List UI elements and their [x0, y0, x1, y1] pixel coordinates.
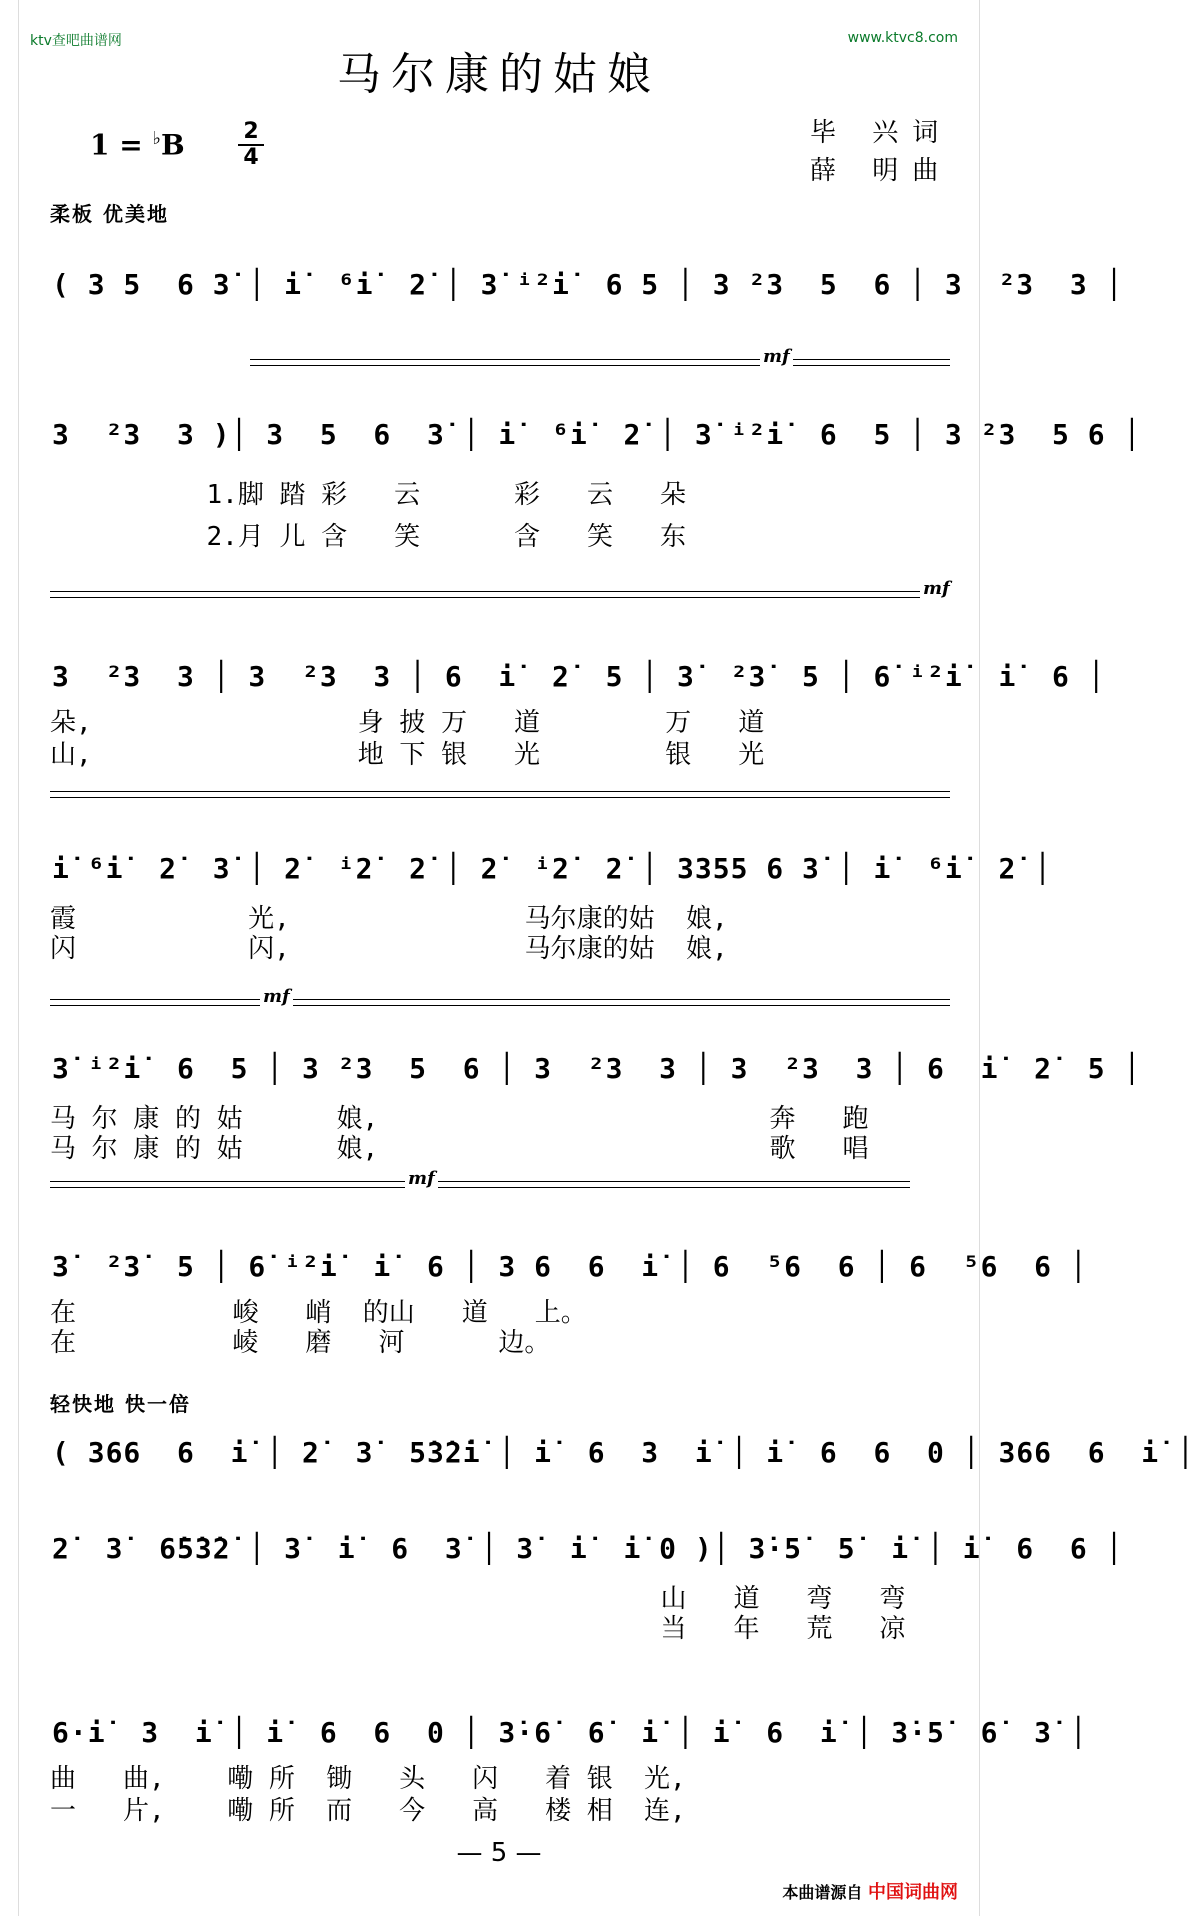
lyric-row-8-verse-2: 当 年 荒 凉 — [50, 1614, 906, 1644]
notation-row-9: 6·i̇ 3 i̇ │ i̇ 6 6 0 │ 3̇·6̇ 6̇ i̇ │ i̇ 6 i̇ │ 3̇·5̇ 6̇ 3̇ │ — [52, 1716, 1088, 1749]
decrescendo-hairpin — [50, 578, 950, 602]
key-signature — [90, 128, 185, 161]
watermark-right[interactable]: www.ktvc8.com — [847, 30, 958, 46]
notation-row-3: 3 ²3 3 │ 3 ²3 3 │ 6 i̇ 2̇ 5 │ 3̇ ²3̇ 5 │ 6̇ ⁱ²i̇ i̇ 6 │ — [52, 660, 1106, 693]
lyric-row-8-verse-1: 山 道 弯 弯 — [50, 1584, 906, 1614]
notation-row-2: 3 ²3 3 )│ 3 5 6 3̇ │ i̇ ⁶i̇ 2̇ │ 3̇ ⁱ²i̇ 6 5 │ 3 ²3 5 6 │ — [52, 418, 1142, 451]
time-bottom: 4 — [238, 144, 264, 170]
lyric-row-5-verse-1: 马 尔 康 的 姑 娘, 奔 跑 — [50, 1104, 869, 1134]
crescendo-hairpin — [250, 346, 950, 370]
time-signature — [238, 120, 264, 170]
hairpin-row-6 — [50, 1168, 910, 1192]
song-title: 马尔康的姑娘 — [337, 49, 661, 100]
notation-row-4: i̇ ⁶i̇ 2̇ 3̇ │ 2̇ ⁱ2̇ 2̇ │ 2̇ ⁱ2̇ 2̇ │ 3355 6 3̇ │ i̇ ⁶i̇ 2̇ │ — [52, 852, 1053, 885]
hairpin-row-4 — [50, 782, 950, 802]
dynamic-mf: mf — [920, 578, 953, 599]
hairpin-row-5 — [50, 986, 950, 1010]
notation-row-7: ( 366 6 i̇ │ 2̇ 3̇ 5̇3̇2̇i̇ │ i̇ 6 3 i̇ │ i̇ 6 6 0 │ 366 6 i̇ │ — [52, 1436, 1195, 1469]
lyric-row-3-verse-1: 朵, 身 披 万 道 万 道 — [50, 708, 765, 738]
dynamic-mf: mf — [405, 1168, 438, 1189]
tempo-marking-1: 柔板 优美地 — [50, 202, 169, 226]
time-top: 2 — [243, 119, 259, 144]
composer-credit: 薛 明曲 — [810, 156, 953, 186]
key-note: B — [160, 128, 185, 162]
notation-row-5: 3̇ ⁱ²i̇ 6 5 │ 3 ²3 5 6 │ 3 ²3 3 │ 3 ²3 3 │ 6 i̇ 2̇ 5 │ — [52, 1052, 1142, 1085]
lyric-row-5-verse-2: 马 尔 康 的 姑 娘, 歌 唱 — [50, 1134, 869, 1164]
lyric-row-9-verse-1: 曲 曲, 嘞 所 锄 头 闪 着 银 光, — [50, 1764, 686, 1794]
source-credit — [782, 1878, 958, 1904]
source-site-link[interactable]: 中国词曲网 — [868, 1882, 958, 1903]
key-prefix: 1 = — [90, 128, 153, 162]
notation-row-1: ( 3 5 6 3̇ │ i̇ ⁶i̇ 2̇ │ 3̇ ⁱ²i̇ 6 5 │ 3 ²3 5 6 │ 3 ²3 3 │ — [52, 268, 1124, 301]
lyric-row-2-verse-1: 1.脚 踏 彩 云 彩 云 朵 — [50, 480, 686, 510]
lyric-row-9-verse-2: 一 片, 嘞 所 而 今 高 楼 相 连, — [50, 1796, 686, 1826]
lyric-row-4-verse-1: 霞 光, 马尔康的姑 娘, — [50, 904, 728, 934]
lyricist-credit: 毕 兴词 — [810, 118, 953, 148]
lyric-row-4-verse-2: 闪 闪, 马尔康的姑 娘, — [50, 934, 728, 964]
notation-row-8: 2̇ 3̇ 6̇5̇3̇2̇ │ 3̇ i̇ 6 3̇ │ 3̇ i̇ i̇ 0 )│ 3̇·5̇ 5̇ i̇ │ i̇ 6 6 │ — [52, 1532, 1124, 1565]
flat-symbol: ♭ — [152, 128, 161, 149]
lyric-row-6-verse-2: 在 崚 磨 河 边。 — [50, 1328, 551, 1358]
notation-row-6: 3̇ ²3̇ 5 │ 6̇ ⁱ²i̇ i̇ 6 │ 3 6 6 i̇ │ 6 ⁵6 6 │ 6 ⁵6 6 │ — [52, 1250, 1088, 1283]
left-margin-strip — [0, 0, 19, 1916]
tempo-marking-2: 轻快地 快一倍 — [50, 1392, 191, 1416]
watermark-left[interactable]: ktv查吧曲谱网 — [30, 33, 122, 49]
lyric-row-6-verse-1: 在 峻 峭 的山 道 上。 — [50, 1298, 587, 1328]
dynamic-mf: mf — [260, 986, 293, 1007]
page-number: — 5 — — [456, 1838, 542, 1868]
lyric-row-3-verse-2: 山, 地 下 银 光 银 光 — [50, 740, 765, 770]
lyric-row-2-verse-2: 2.月 儿 含 笑 含 笑 东 — [50, 522, 686, 552]
source-label: 本曲谱源自 — [782, 1883, 863, 1902]
dynamic-mf: mf — [760, 346, 793, 367]
